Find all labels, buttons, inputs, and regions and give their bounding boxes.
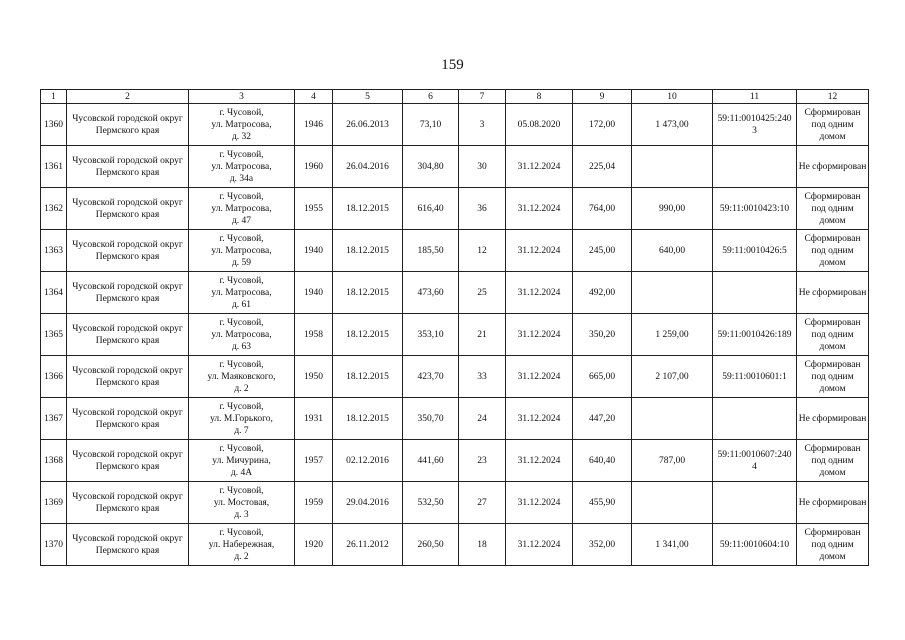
- cell-line: д. 63: [231, 341, 252, 352]
- status-cell: [797, 482, 869, 524]
- residents-cell: 21: [459, 314, 506, 356]
- column-header: 8: [506, 90, 573, 104]
- address-cell: [189, 398, 295, 440]
- cell-line: под одним домом: [811, 329, 854, 352]
- residents-cell: 3: [459, 104, 506, 146]
- planned-date-cell: 31.12.2024: [506, 272, 573, 314]
- table-row: [41, 314, 869, 356]
- cell-line: Пермского края: [95, 419, 160, 430]
- cell-line: под одним домом: [811, 119, 854, 142]
- residents-cell: 25: [459, 272, 506, 314]
- residents-cell: 36: [459, 188, 506, 230]
- cell-line: ул. Матросова,: [211, 119, 272, 130]
- cell-line: Сформирован: [804, 527, 861, 538]
- residents-cell: 23: [459, 440, 506, 482]
- cell-line: Пермского края: [95, 503, 160, 514]
- cell-line: г. Чусовой,: [219, 149, 264, 160]
- cell-line: 59:11:0010601:1: [722, 371, 787, 382]
- year-cell: 1946: [295, 104, 333, 146]
- cell-line: под одним домом: [811, 371, 854, 394]
- cell-line: под одним домом: [811, 245, 854, 268]
- land-area-cell: [632, 146, 713, 188]
- cell-line: ул. Матросова,: [211, 329, 272, 340]
- cell-line: д. 2: [234, 551, 249, 562]
- cell-line: г. Чусовой,: [219, 275, 264, 286]
- cell-line: Сформирован: [804, 443, 861, 454]
- table-row: [41, 524, 869, 566]
- land-area-cell: 787,00: [632, 440, 713, 482]
- status-cell: [797, 104, 869, 146]
- value9-cell: 350,20: [573, 314, 632, 356]
- cell-line: 59:11:0010423:10: [719, 203, 790, 214]
- recognition-date-cell: 18.12.2015: [333, 272, 403, 314]
- cell-line: г. Чусовой,: [219, 107, 264, 118]
- status-cell: [797, 146, 869, 188]
- cell-line: д. 59: [231, 257, 252, 268]
- recognition-date-cell: 18.12.2015: [333, 356, 403, 398]
- value9-cell: 447,20: [573, 398, 632, 440]
- status-cell: [797, 524, 869, 566]
- land-area-cell: [632, 272, 713, 314]
- area-cell: 350,70: [403, 398, 459, 440]
- recognition-date-cell: 18.12.2015: [333, 188, 403, 230]
- row-number-cell: 1370: [41, 524, 67, 566]
- cell-line: 3: [752, 125, 757, 136]
- cell-line: Сформирован: [804, 359, 861, 370]
- cell-line: ул. Матросова,: [211, 287, 272, 298]
- address-cell: [189, 314, 295, 356]
- cell-line: г. Чусовой,: [219, 359, 264, 370]
- row-number-cell: 1365: [41, 314, 67, 356]
- planned-date-cell: 31.12.2024: [506, 188, 573, 230]
- row-number-cell: 1361: [41, 146, 67, 188]
- cadastral-cell: [713, 482, 797, 524]
- cell-line: Пермского края: [95, 209, 160, 220]
- cell-line: ул. Матросова,: [211, 161, 272, 172]
- address-cell: [189, 230, 295, 272]
- cell-line: д. 47: [231, 215, 252, 226]
- address-cell: [189, 482, 295, 524]
- address-cell: [189, 272, 295, 314]
- land-area-cell: 1 341,00: [632, 524, 713, 566]
- area-cell: 304,80: [403, 146, 459, 188]
- cell-line: г. Чусовой,: [219, 485, 264, 496]
- value9-cell: 640,40: [573, 440, 632, 482]
- address-cell: [189, 524, 295, 566]
- cell-line: д. 32: [231, 131, 252, 142]
- planned-date-cell: 31.12.2024: [506, 314, 573, 356]
- cell-line: Пермского края: [95, 377, 160, 388]
- planned-date-cell: 05.08.2020: [506, 104, 573, 146]
- residents-cell: 27: [459, 482, 506, 524]
- cell-line: Чусовской городской округ: [72, 113, 183, 124]
- municipality-cell: [67, 440, 189, 482]
- column-header: 3: [189, 90, 295, 104]
- status-cell: [797, 188, 869, 230]
- planned-date-cell: 31.12.2024: [506, 356, 573, 398]
- cadastral-cell: [713, 272, 797, 314]
- area-cell: 532,50: [403, 482, 459, 524]
- recognition-date-cell: 18.12.2015: [333, 398, 403, 440]
- cell-line: Чусовской городской округ: [72, 155, 183, 166]
- cell-line: д. 2: [234, 383, 249, 394]
- value9-cell: 764,00: [573, 188, 632, 230]
- address-cell: [189, 104, 295, 146]
- municipality-cell: [67, 104, 189, 146]
- status-cell: [797, 440, 869, 482]
- planned-date-cell: 31.12.2024: [506, 146, 573, 188]
- column-header: 5: [333, 90, 403, 104]
- row-number-cell: 1362: [41, 188, 67, 230]
- cell-line: д. 3: [234, 509, 249, 520]
- cell-line: Чусовской городской округ: [72, 281, 183, 292]
- year-cell: 1960: [295, 146, 333, 188]
- cadastral-cell: [713, 398, 797, 440]
- column-header: 12: [797, 90, 869, 104]
- cell-line: г. Чусовой,: [219, 317, 264, 328]
- planned-date-cell: 31.12.2024: [506, 230, 573, 272]
- cell-line: г. Чусовой,: [219, 443, 264, 454]
- cell-line: Чусовской городской округ: [72, 239, 183, 250]
- residents-cell: 30: [459, 146, 506, 188]
- planned-date-cell: 31.12.2024: [506, 524, 573, 566]
- housing-register-table: [40, 89, 869, 566]
- cell-line: ул. Матросова,: [211, 245, 272, 256]
- cell-line: г. Чусовой,: [219, 527, 264, 538]
- address-cell: [189, 356, 295, 398]
- year-cell: 1955: [295, 188, 333, 230]
- year-cell: 1959: [295, 482, 333, 524]
- cell-line: под одним домом: [811, 203, 854, 226]
- cell-line: Чусовской городской округ: [72, 533, 183, 544]
- row-number-cell: 1369: [41, 482, 67, 524]
- year-cell: 1920: [295, 524, 333, 566]
- recognition-date-cell: 26.04.2016: [333, 146, 403, 188]
- value9-cell: 665,00: [573, 356, 632, 398]
- land-area-cell: [632, 398, 713, 440]
- cell-line: д. 61: [231, 299, 252, 310]
- cell-line: ул. Маяковского,: [207, 371, 276, 382]
- column-header: 11: [713, 90, 797, 104]
- cell-line: 59:11:0010604:10: [719, 539, 790, 550]
- residents-cell: 24: [459, 398, 506, 440]
- page-number: 159: [441, 57, 464, 73]
- cell-line: г. Чусовой,: [219, 233, 264, 244]
- cell-line: Чусовской городской округ: [72, 449, 183, 460]
- recognition-date-cell: 29.04.2016: [333, 482, 403, 524]
- area-cell: 185,50: [403, 230, 459, 272]
- cadastral-cell: [713, 230, 797, 272]
- cell-line: Сформирован: [804, 191, 861, 202]
- cell-line: Чусовской городской округ: [72, 407, 183, 418]
- area-cell: 423,70: [403, 356, 459, 398]
- land-area-cell: 640,00: [632, 230, 713, 272]
- area-cell: 73,10: [403, 104, 459, 146]
- value9-cell: 492,00: [573, 272, 632, 314]
- cell-line: Не сформирован: [798, 161, 867, 172]
- cell-line: Пермского края: [95, 461, 160, 472]
- address-cell: [189, 188, 295, 230]
- cell-line: 4: [752, 461, 757, 472]
- value9-cell: 172,00: [573, 104, 632, 146]
- column-header: 4: [295, 90, 333, 104]
- cell-line: 59:11:0010426:189: [717, 329, 792, 340]
- year-cell: 1950: [295, 356, 333, 398]
- cell-line: Сформирован: [804, 233, 861, 244]
- land-area-cell: 1 259,00: [632, 314, 713, 356]
- address-cell: [189, 146, 295, 188]
- table-row: [41, 398, 869, 440]
- cadastral-cell: [713, 356, 797, 398]
- cell-line: Пермского края: [95, 125, 160, 136]
- row-number-cell: 1360: [41, 104, 67, 146]
- municipality-cell: [67, 146, 189, 188]
- municipality-cell: [67, 524, 189, 566]
- status-cell: [797, 272, 869, 314]
- cell-line: ул. Мичурина,: [212, 455, 271, 466]
- column-header: 1: [41, 90, 67, 104]
- column-header: 7: [459, 90, 506, 104]
- recognition-date-cell: 02.12.2016: [333, 440, 403, 482]
- column-header: 2: [67, 90, 189, 104]
- planned-date-cell: 31.12.2024: [506, 482, 573, 524]
- cell-line: Не сформирован: [798, 497, 867, 508]
- cadastral-cell: [713, 104, 797, 146]
- cell-line: Чусовской городской округ: [72, 365, 183, 376]
- cell-line: под одним домом: [811, 455, 854, 478]
- municipality-cell: [67, 398, 189, 440]
- cell-line: г. Чусовой,: [219, 191, 264, 202]
- area-cell: 616,40: [403, 188, 459, 230]
- municipality-cell: [67, 482, 189, 524]
- planned-date-cell: 31.12.2024: [506, 398, 573, 440]
- value9-cell: 245,00: [573, 230, 632, 272]
- residents-cell: 18: [459, 524, 506, 566]
- year-cell: 1958: [295, 314, 333, 356]
- land-area-cell: 990,00: [632, 188, 713, 230]
- cell-line: 59:11:0010425:240: [717, 113, 792, 124]
- area-cell: 473,60: [403, 272, 459, 314]
- cell-line: под одним домом: [811, 539, 854, 562]
- area-cell: 353,10: [403, 314, 459, 356]
- cell-line: г. Чусовой,: [219, 401, 264, 412]
- area-cell: 441,60: [403, 440, 459, 482]
- cell-line: д. 34а: [229, 173, 254, 184]
- cell-line: Сформирован: [804, 107, 861, 118]
- planned-date-cell: 31.12.2024: [506, 440, 573, 482]
- municipality-cell: [67, 188, 189, 230]
- row-number-cell: 1363: [41, 230, 67, 272]
- cadastral-cell: [713, 146, 797, 188]
- residents-cell: 12: [459, 230, 506, 272]
- column-header: 9: [573, 90, 632, 104]
- municipality-cell: [67, 356, 189, 398]
- year-cell: 1957: [295, 440, 333, 482]
- area-cell: 260,50: [403, 524, 459, 566]
- status-cell: [797, 356, 869, 398]
- table-row: [41, 440, 869, 482]
- value9-cell: 352,00: [573, 524, 632, 566]
- table-row: [41, 230, 869, 272]
- cell-line: Не сформирован: [798, 413, 867, 424]
- table-row: [41, 188, 869, 230]
- land-area-cell: 2 107,00: [632, 356, 713, 398]
- cell-line: Пермского края: [95, 251, 160, 262]
- cell-line: Пермского края: [95, 335, 160, 346]
- year-cell: 1940: [295, 272, 333, 314]
- municipality-cell: [67, 230, 189, 272]
- cell-line: Чусовской городской округ: [72, 323, 183, 334]
- recognition-date-cell: 18.12.2015: [333, 230, 403, 272]
- cell-line: Сформирован: [804, 317, 861, 328]
- cell-line: д. 7: [234, 425, 249, 436]
- cell-line: ул. Набережная,: [208, 539, 275, 550]
- cell-line: Пермского края: [95, 545, 160, 556]
- cell-line: ул. Мостовая,: [213, 497, 270, 508]
- cell-line: Не сформирован: [798, 287, 867, 298]
- value9-cell: 225,04: [573, 146, 632, 188]
- cell-line: ул. М.Горького,: [210, 413, 273, 424]
- table-row: [41, 104, 869, 146]
- table-row: [41, 482, 869, 524]
- cell-line: Пермского края: [95, 167, 160, 178]
- status-cell: [797, 230, 869, 272]
- column-number-row: [41, 90, 869, 104]
- residents-cell: 33: [459, 356, 506, 398]
- row-number-cell: 1367: [41, 398, 67, 440]
- cell-line: Чусовской городской округ: [72, 491, 183, 502]
- column-header: 6: [403, 90, 459, 104]
- cell-line: Пермского края: [95, 293, 160, 304]
- address-cell: [189, 440, 295, 482]
- recognition-date-cell: 26.06.2013: [333, 104, 403, 146]
- table-row: [41, 146, 869, 188]
- value9-cell: 455,90: [573, 482, 632, 524]
- status-cell: [797, 314, 869, 356]
- status-cell: [797, 398, 869, 440]
- recognition-date-cell: 18.12.2015: [333, 314, 403, 356]
- municipality-cell: [67, 314, 189, 356]
- year-cell: 1940: [295, 230, 333, 272]
- cell-line: 59:11:0010607:240: [717, 449, 792, 460]
- table-row: [41, 356, 869, 398]
- cadastral-cell: [713, 188, 797, 230]
- municipality-cell: [67, 272, 189, 314]
- column-header: 10: [632, 90, 713, 104]
- year-cell: 1931: [295, 398, 333, 440]
- cell-line: ул. Матросова,: [211, 203, 272, 214]
- cell-line: д. 4А: [230, 467, 253, 478]
- row-number-cell: 1366: [41, 356, 67, 398]
- cadastral-cell: [713, 440, 797, 482]
- land-area-cell: 1 473,00: [632, 104, 713, 146]
- land-area-cell: [632, 482, 713, 524]
- cell-line: 59:11:0010426:5: [722, 245, 787, 256]
- row-number-cell: 1368: [41, 440, 67, 482]
- cadastral-cell: [713, 524, 797, 566]
- cell-line: Чусовской городской округ: [72, 197, 183, 208]
- row-number-cell: 1364: [41, 272, 67, 314]
- cadastral-cell: [713, 314, 797, 356]
- table-row: [41, 272, 869, 314]
- recognition-date-cell: 26.11.2012: [333, 524, 403, 566]
